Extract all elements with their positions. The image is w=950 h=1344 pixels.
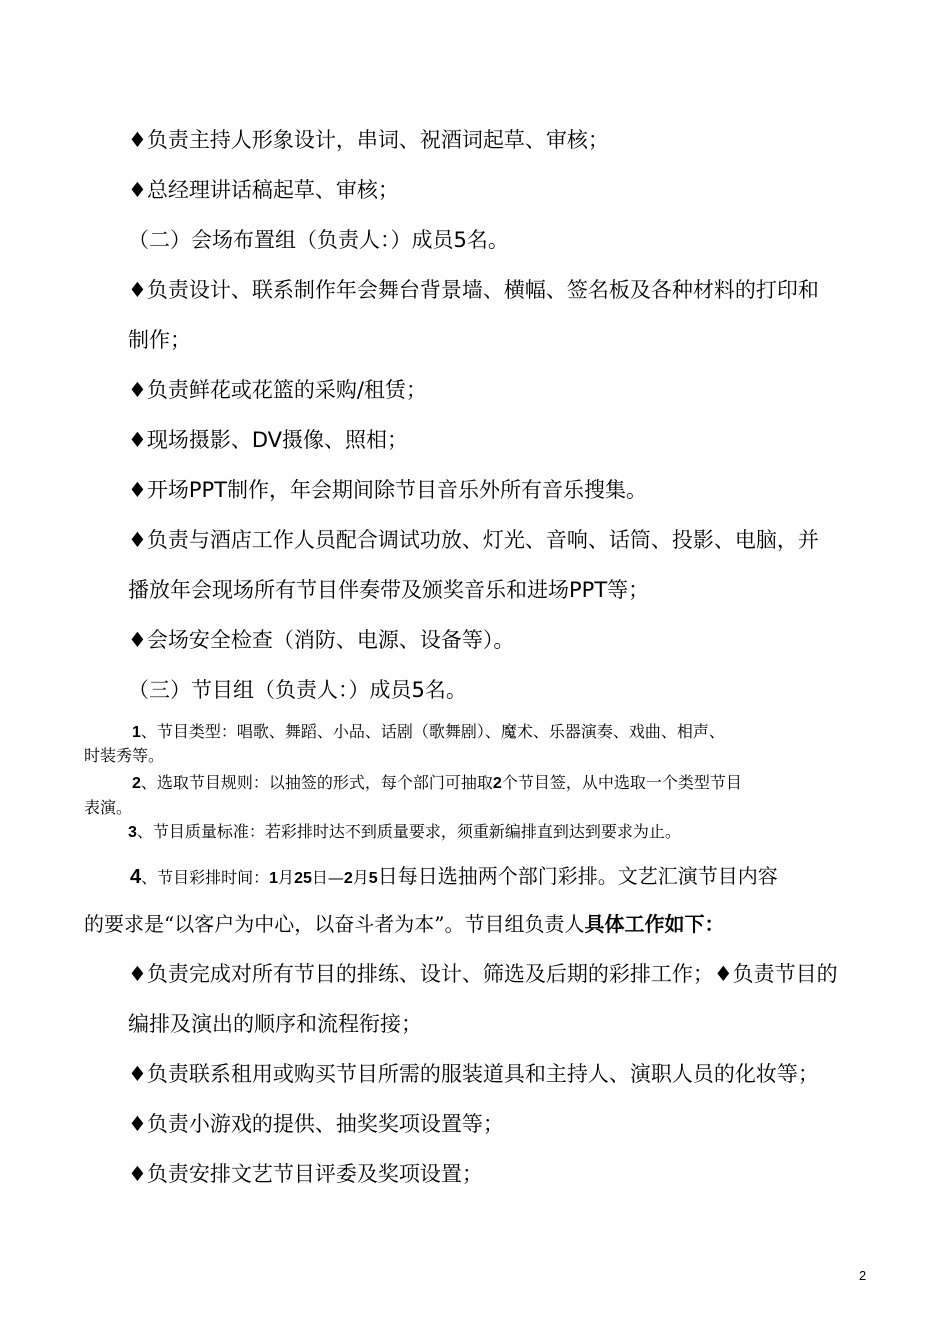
bullet-host-design: ♦负责主持人形象设计，串词、祝酒词起草、审核； — [128, 128, 609, 152]
bullet-equipment: ♦负责与酒店工作人员配合调试功放、灯光、音响、话筒、投影、电脑，并 — [128, 528, 819, 552]
rule-4-line-1 — [130, 866, 778, 887]
rule-4-day-end: 5 — [368, 870, 378, 887]
section-venue-group: （二）会场布置组（负责人：）成员5名。 — [128, 228, 509, 252]
rule-4-month-start: 1 — [269, 870, 279, 887]
rule-3-text: 、节目质量标准：若彩排时达不到质量要求，须重新编排直到达到要求为止。 — [136, 822, 681, 841]
rule-4-day-start: 25 — [294, 870, 312, 887]
section-program-group: （三）节目组（负责人：）成员5名。 — [128, 678, 467, 702]
bullet-rehearsal-cont: 编排及演出的顺序和流程衔接； — [128, 1012, 422, 1036]
bullet-games: ♦负责小游戏的提供、抽奖奖项设置等； — [128, 1112, 504, 1136]
bullet-speech-draft: ♦总经理讲话稿起草、审核； — [128, 178, 399, 202]
rule-2-text: 、选取节目规则：以抽签的形式，每个部门可抽取 — [140, 773, 493, 792]
rule-4-month-text: 月 — [278, 868, 295, 887]
bullet-photography: ♦现场摄影、DV摄像、照相； — [128, 428, 408, 452]
bullet-stage-design-cont: 制作； — [128, 328, 191, 352]
bullet-costume: ♦负责联系租用或购买节目所需的服装道具和主持人、演职人员的化妆等； — [128, 1062, 819, 1086]
bullet-safety-check: ♦会场安全检查（消防、电源、设备等）。 — [128, 628, 515, 652]
rule-2-text-cont: 个节目签，从中选取一个类型节目 — [501, 773, 742, 792]
rule-4-requirement: 的要求是“以客户为中心，以奋斗者为本”。节目组负责人 — [84, 912, 585, 936]
rule-2-number: 2 — [132, 775, 141, 792]
rule-4-day-text: 日— — [311, 868, 344, 887]
page-number: 2 — [859, 1268, 867, 1283]
rule-3-number: 3 — [128, 824, 137, 841]
rule-2-count: 2 — [492, 775, 502, 792]
rule-3-line-1 — [128, 824, 681, 841]
rule-4-line-2 — [84, 914, 724, 934]
rule-1-number: 1 — [132, 724, 141, 741]
bullet-judges: ♦负责安排文艺节目评委及奖项设置； — [128, 1162, 483, 1186]
rule-4-label: 、节目彩排时间： — [141, 868, 270, 887]
rule-2-line-2: 表演。 — [84, 798, 133, 817]
bullet-ppt-music: ♦开场PPT制作，年会期间除节目音乐外所有音乐搜集。 — [128, 478, 647, 502]
rule-4-number: 4 — [130, 866, 142, 888]
bullet-stage-design: ♦负责设计、联系制作年会舞台背景墙、横幅、签名板及各种材料的打印和 — [128, 278, 819, 302]
bullet-flowers: ♦负责鲜花或花篮的采购/租赁； — [128, 378, 427, 402]
bullet-equipment-cont: 播放年会现场所有节目伴奏带及颁奖音乐和进场PPT等； — [128, 578, 650, 602]
rule-1-line-1 — [132, 724, 725, 741]
rule-4-month-text-2: 月 — [352, 868, 369, 887]
rule-4-text-end: 日每日选抽两个部门彩排。文艺汇演节目内容 — [377, 864, 778, 888]
bullet-rehearsal: ♦负责完成对所有节目的排练、设计、筛选及后期的彩排工作；♦负责节目的 — [128, 962, 838, 986]
rule-1-text: 、节目类型：唱歌、舞蹈、小品、话剧（歌舞剧）、魔术、乐器演奏、戏曲、相声、 — [140, 722, 725, 741]
rule-2-line-1 — [132, 775, 742, 792]
rule-1-line-2: 时装秀等。 — [84, 746, 165, 765]
rule-4-duties-heading: 具体工作如下： — [584, 912, 725, 936]
rule-4-month-end: 2 — [343, 870, 353, 887]
